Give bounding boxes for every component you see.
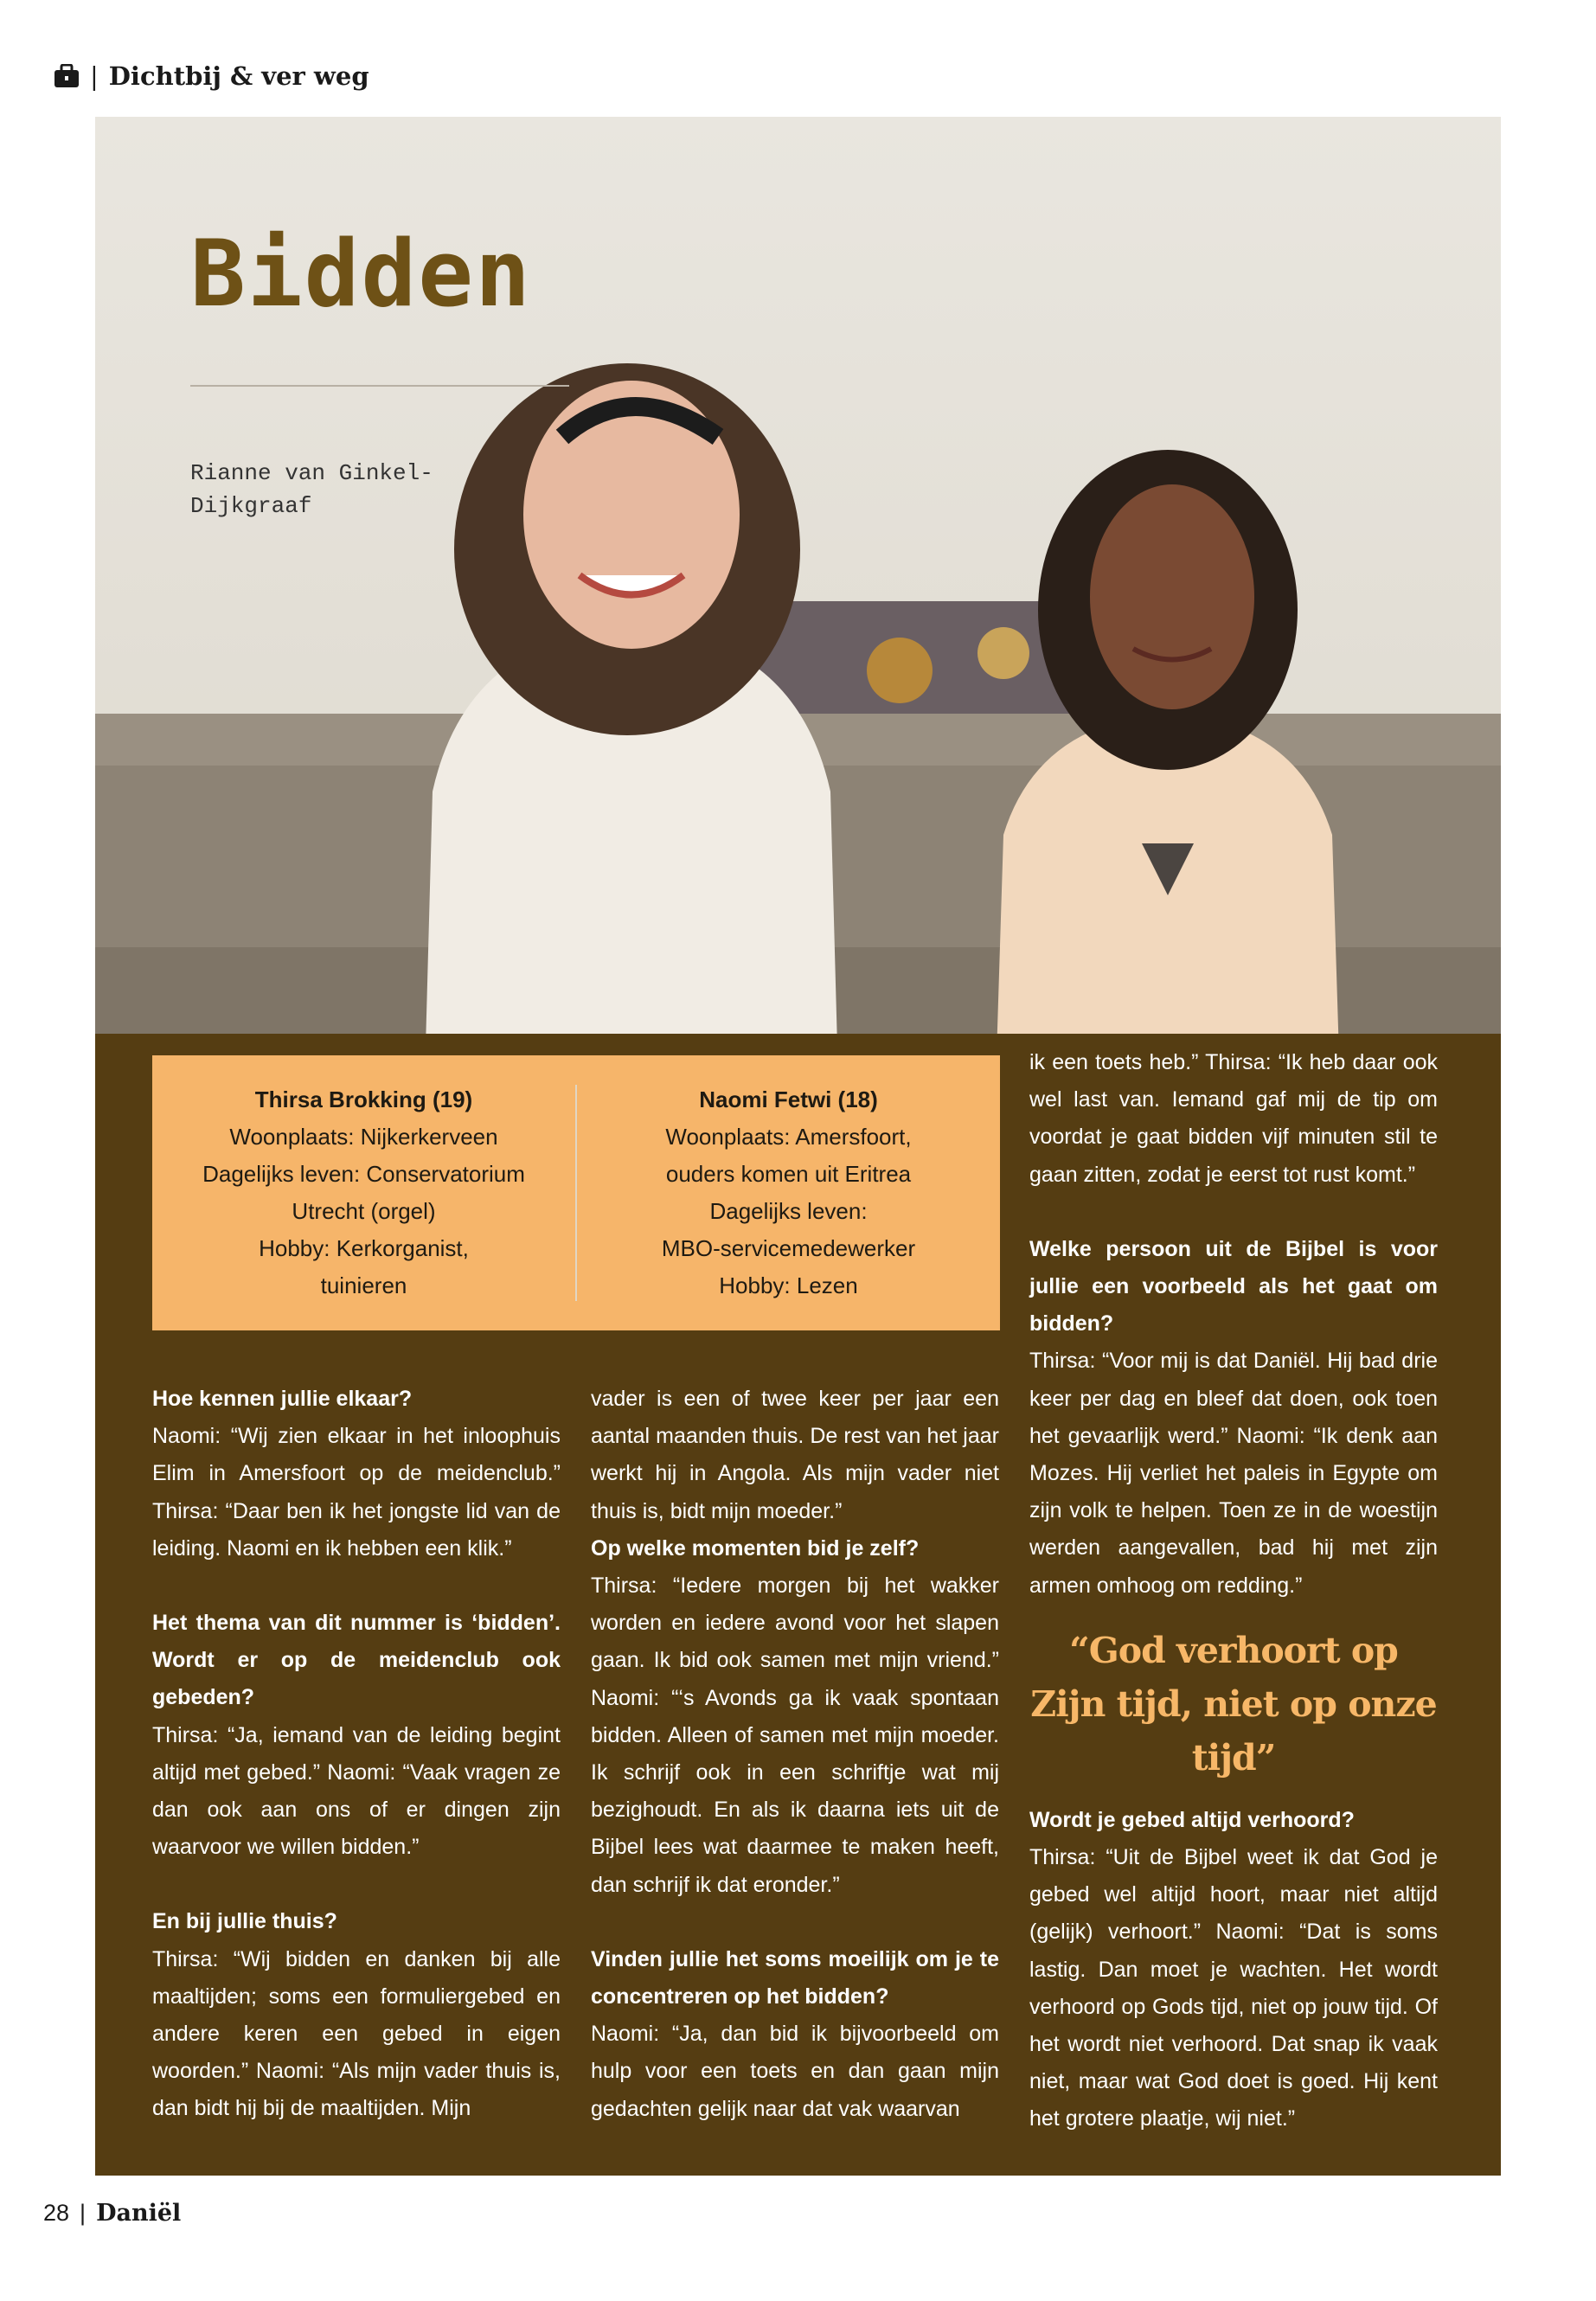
profile-line: Hobby: Lezen: [719, 1272, 858, 1298]
profile-box: [152, 1055, 1000, 1330]
answer: Thirsa: “Iedere morgen bij het wakker worden en iedere avond voor het slapen gaan. Ik bid ook samen met mijn vriend.” Naomi: “‘s Avonds ga ik vaak spontaan bidden. Alleen of samen met mijn moeder. Ik schrijf ook in een schriftje wat mij bezighoudt. En als ik daarna iets uit de Bijbel lees wat daarmee te maken heeft, dan schrijf ik dat eronder.”: [591, 1574, 999, 1897]
page-footer: [43, 2197, 181, 2228]
profile-line: Woonplaats: Amersfoort,: [665, 1124, 912, 1150]
profile-line: Woonplaats: Nijkerkerveen: [229, 1124, 498, 1150]
answer: Thirsa: “Ja, iemand van de leiding begint altijd met gebed.” Naomi: “Vaak vragen ze dan ook aan ons of er dingen zijn waarvoor we willen bidden.”: [152, 1722, 561, 1860]
profile-line: Utrecht (orgel): [292, 1198, 436, 1224]
profile-naomi: [577, 1081, 1000, 1304]
text-column-1: [152, 1381, 561, 2128]
briefcase-icon: [54, 64, 80, 88]
profile-line: tuinieren: [320, 1272, 407, 1298]
footer-separator: |: [80, 2199, 87, 2226]
pull-quote: “God verhoort op Zijn tijd, niet op onze tijd”: [1030, 1629, 1437, 1779]
title-divider: [190, 385, 569, 387]
magazine-name: Daniël: [96, 2199, 182, 2227]
profile-line: Dagelijks leven:: [709, 1198, 868, 1224]
question: Het thema van dit nummer is ‘bidden’. Wordt er op de meidenclub ook gebeden?: [152, 1611, 561, 1710]
question: Vinden jullie het soms moeilijk om je te concentreren op het bidden?: [591, 1946, 999, 2009]
answer: ik een toets heb.” Thirsa: “Ik heb daar ook wel last van. Iemand gaf mij de tip om voordat je gaat bidden vijf minuten stil te gaan zitten, zodat je eerst tot rust komt.”: [1029, 1050, 1438, 1187]
answer: Thirsa: “Voor mij is dat Daniël. Hij bad drie keer per dag en bleef dat doen, ook toen het gevaarlijk werd.” Naomi: “Ik denk aan Mozes. Hij verliet het paleis in Egypte om zijn volk te helpen. Toen ze in de woestijn werden aangevallen, bad hij met zijn armen omhoog om redding.”: [1029, 1349, 1438, 1598]
answer: Naomi: “Ja, dan bid ik bijvoorbeeld om hulp voor een toets en dan gaan mijn gedachten gelijk naar dat vak waarvan: [591, 2022, 999, 2121]
article-author: Rianne van Ginkel-Dijkgraaf: [190, 460, 433, 519]
question: Wordt je gebed altijd verhoord?: [1029, 1807, 1355, 1832]
page-number: 28: [43, 2199, 70, 2226]
profile-line: ouders komen uit Eritrea: [665, 1161, 912, 1187]
answer: Thirsa: “Wij bidden en danken bij alle maaltijden; soms een formuliergebed en andere keren een gebed in eigen woorden.” Naomi: “Als mijn vader thuis is, dan bidt hij bij de maaltijden. Mijn: [152, 1946, 561, 2121]
profile-line: MBO-servicemedewerker: [661, 1235, 916, 1261]
profile-name: Naomi Fetwi (18): [699, 1086, 878, 1112]
profile-line: Dagelijks leven: Conservatorium: [202, 1161, 525, 1187]
text-column-2: [591, 1381, 999, 2128]
question: Hoe kennen jullie elkaar?: [152, 1387, 413, 1411]
profile-name: Thirsa Brokking (19): [254, 1086, 473, 1112]
answer: Naomi: “Wij zien elkaar in het inloophuis Elim in Amersfoort op de meidenclub.” Thirsa: “Daar ben ik het jongste lid van de leiding. Naomi en ik hebben een klik.”: [152, 1424, 561, 1561]
header-separator: |: [90, 61, 99, 91]
answer: vader is een of twee keer per jaar een aantal maanden thuis. De rest van het jaar werkt hij in Angola. Als mijn vader niet thuis is, bidt mijn moeder.”: [591, 1387, 999, 1523]
article-title: Bidden: [190, 221, 532, 327]
question: En bij jullie thuis?: [152, 1909, 337, 1934]
answer: Thirsa: “Uit de Bijbel weet ik dat God je gebed wel altijd hoort, maar niet altijd (gelijk) verhoort.” Naomi: “Dat is soms lastig. Dan moet je wachten. Het wordt verhoord op Gods tijd, niet op jouw tijd. Of het wordt niet verhoord. Dat snap ik vaak niet, maar wat God doet is goed. Hij kent het grotere plaatje, wij niet.”: [1029, 1845, 1438, 2131]
profile-line: Hobby: Kerkorganist,: [259, 1235, 469, 1261]
question: Welke persoon uit de Bijbel is voor jullie een voorbeeld als het gaat om bidden?: [1029, 1236, 1438, 1336]
section-name: Dichtbij & ver weg: [108, 61, 369, 91]
section-header: [54, 59, 369, 93]
profile-thirsa: [152, 1081, 575, 1304]
question: Op welke momenten bid je zelf?: [591, 1535, 920, 1561]
text-column-3: [1029, 1044, 1438, 2138]
